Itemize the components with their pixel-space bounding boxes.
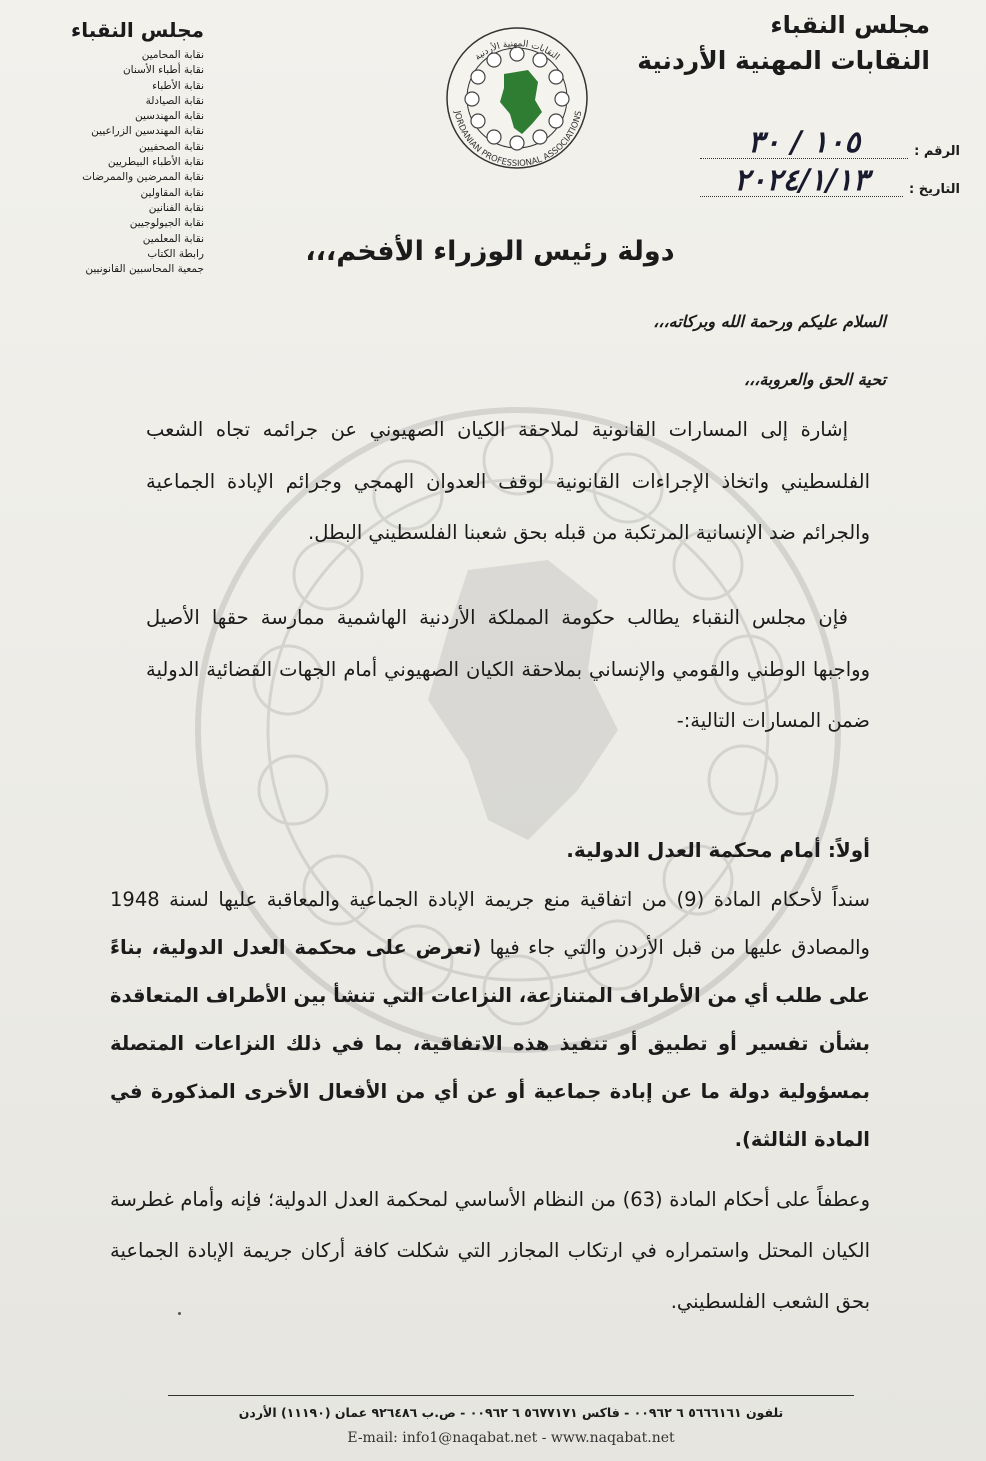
section-title-icj: أولاً: أمام محكمة العدل الدولية. — [566, 838, 870, 862]
list-item: نقابة الجيولوجيين — [129, 217, 204, 230]
article-9-intro: سنداً لأحكام المادة (9) من اتفاقية منع جريمة الإبادة الجماعية والمعاقبة عليها لسنة 1948 والمصادق عليها من قبل الأردن والتي جاء فيها — [110, 888, 871, 959]
footer-divider — [168, 1395, 854, 1396]
footer-contacts: تلفون ٥٦٦٦١٦١ ٦ ٠٠٩٦٢ - فاكس ٥٦٧٧١٧١ ٦ ٠٠٩٦٢ - ص.ب ٩٢٦٤٨٦ عمان (١١١٩٠) الأردن — [238, 1405, 784, 1420]
list-item: نقابة الصحفيين — [139, 140, 204, 153]
list-item: نقابة المهندسين الزراعيين — [91, 125, 204, 138]
logo-arabic-text: النقابات المهنية الأردنية — [473, 39, 561, 63]
jordanian-professional-associations-logo — [436, 2, 598, 186]
list-item: رابطة الكتاب — [147, 247, 204, 260]
list-item: نقابة أطباء الأسنان — [122, 64, 204, 77]
list-item: نقابة المقاولين — [140, 186, 204, 199]
date-value: ٢٠٢٤/١/١٣ — [700, 166, 903, 197]
list-item: نقابة الممرضين والممرضات — [82, 171, 204, 184]
addressee: دولة رئيس الوزراء الأفخم،،، — [305, 236, 675, 267]
council-title-left: مجلس النقباء — [70, 18, 204, 42]
article-63-text: وعطفاً على أحكام المادة (63) من النظام الأساسي لمحكمة العدل الدولية؛ فإنه وأمام غطرسة الكيان المحتل واستمراره في ارتكاب المجازر التي شكلت كافة أركان جريمة الإبادة الجماعية بحق الشعب الفلسطيني. — [110, 1188, 870, 1313]
member-associations-list — [36, 48, 204, 277]
associations-title: النقابات المهنية الأردنية — [637, 46, 930, 75]
greeting-arabism: تحية الحق والعروبة،،، — [743, 370, 886, 389]
header-left — [36, 16, 204, 277]
paragraph-intro — [146, 404, 870, 559]
date-row — [700, 163, 960, 198]
pen-mark — [178, 1312, 181, 1315]
list-item: نقابة المعلمين — [142, 232, 204, 245]
greeting-peace: السلام عليكم ورحمة الله وبركاته،،، — [653, 312, 886, 331]
article-9-quote: (تعرض على محكمة العدل الدولية، بناءً على طلب أي من الأطراف المتنازعة، النزاعات التي تنشأ بين الأطراف المتعاقدة بشأن تفسير أو تطبيق أو تنفيذ هذه الاتفاقية، بما في ذلك النزاعات المتصلة بمسؤولية دولة ما عن إبادة جماعية أو عن أي من الأفعال الأخرى المذكورة في المادة الثالثة). — [110, 936, 870, 1151]
paragraph-article-9 — [110, 876, 870, 1164]
reference-label: الرقم : — [914, 144, 960, 159]
list-item: نقابة الأطباء — [152, 79, 204, 92]
paragraph-demand — [146, 592, 870, 747]
logo-english-text: JORDANIAN PROFESSIONAL ASSOCIATIONS — [451, 110, 585, 170]
list-item: نقابة الصيادلة — [145, 94, 204, 107]
header-right — [610, 8, 930, 80]
list-item: جمعية المحاسبين القانونيين — [85, 263, 204, 276]
reference-number-row — [700, 125, 960, 160]
date-label: التاريخ : — [909, 182, 960, 197]
list-item: نقابة الأطباء البيطريين — [107, 156, 204, 169]
paragraph-intro-text: إشارة إلى المسارات القانونية لملاحقة الكيان الصهيوني عن جرائمه تجاه الشعب الفلسطيني واتخاذ الإجراءات القانونية لوقف العدوان الهمجي وجرائم الإبادة الجماعية والجرائم ضد الإنسانية المرتكبة من قبله بحق شعبنا الفلسطيني البطل. — [146, 418, 870, 544]
list-item: نقابة المهندسين — [135, 110, 204, 123]
council-title: مجلس النقباء — [770, 11, 930, 39]
paragraph-demand-text: فإن مجلس النقباء يطالب حكومة المملكة الأردنية الهاشمية ممارسة حقها الأصيل وواجبها الوطني والقومي والإنساني بملاحقة الكيان الصهيوني أمام الجهات القضائية الدولية ضمن المسارات التالية:- — [146, 606, 870, 732]
list-item: نقابة المحامين — [141, 49, 204, 61]
paragraph-article-63 — [110, 1174, 870, 1327]
reference-value: ١٠٥ / ٣٠ — [700, 128, 908, 159]
footer-email-web: E-mail: info1@naqabat.net - www.naqabat.net — [347, 1430, 675, 1446]
list-item: نقابة الفنانين — [148, 201, 204, 214]
